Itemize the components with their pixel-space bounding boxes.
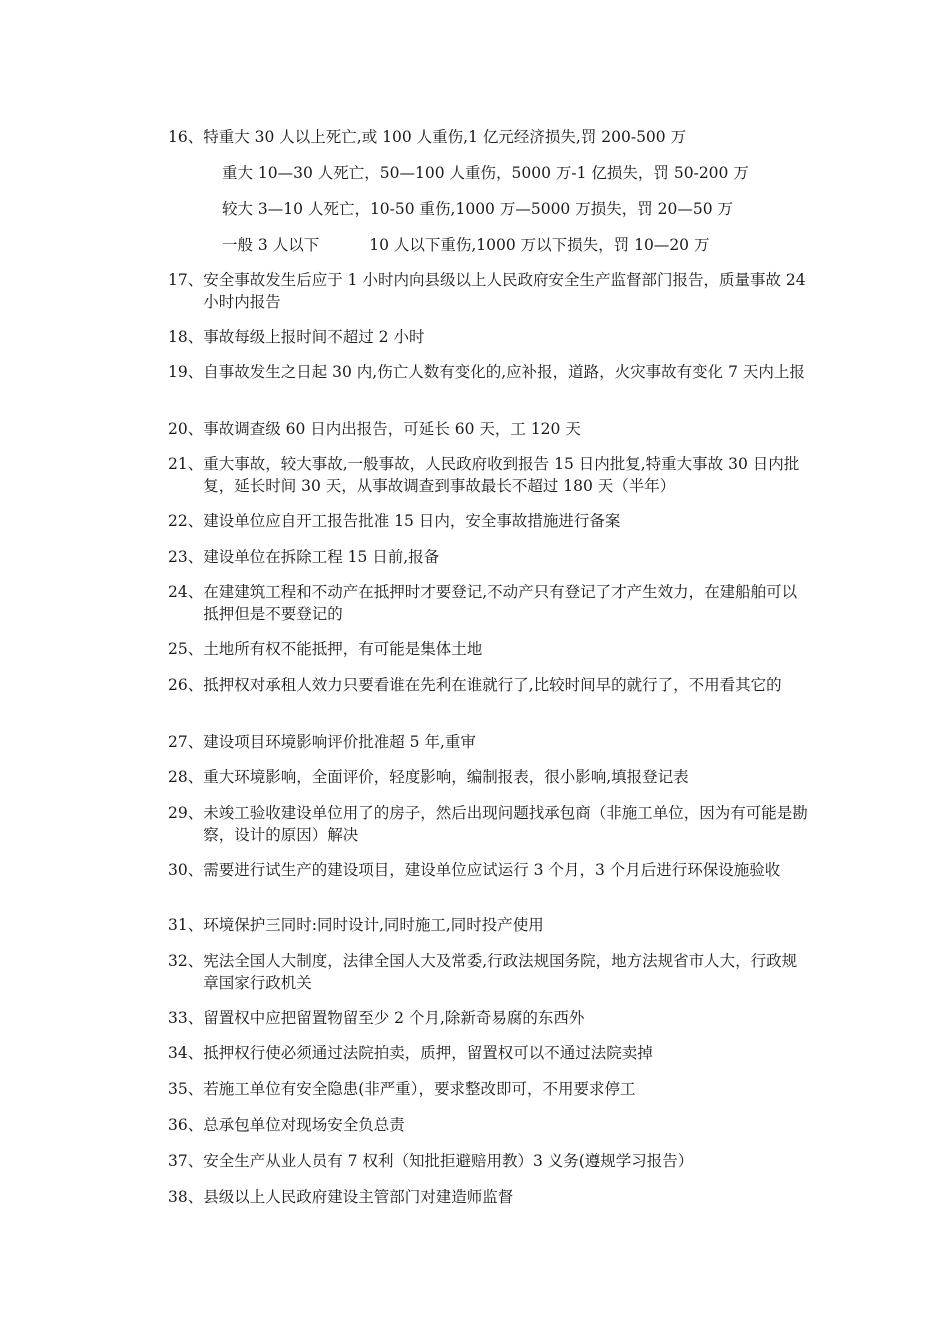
list-item: [168, 453, 808, 497]
list-item: [168, 950, 808, 994]
list-item: [168, 766, 808, 788]
item-number: 20、: [168, 420, 204, 438]
item-number: 18、: [168, 328, 204, 346]
sub-item-part: 一般 3 人以下: [222, 236, 320, 254]
item-text: 若施工单位有安全隐患(非严重），要求整改即可，不用要求停工: [203, 1080, 636, 1098]
item-text: 事故调查级 60 日内出报告，可延长 60 天，工 120 天: [203, 420, 581, 438]
list-item: [168, 1150, 808, 1172]
item-text: 未竣工验收建设单位用了的房子，然后出现问题找承包商（非施工单位，因为有可能是勘察，设计的原因）解决: [203, 804, 808, 844]
sub-item: [222, 234, 709, 256]
list-item: [168, 418, 808, 440]
item-text: 安全生产从业人员有 7 权利（知批拒避赔用教）3 义务(遵规学习报告）: [203, 1152, 694, 1170]
item-text: 宪法全国人大制度，法律全国人大及常委,行政法规国务院，地方法规省市人大，行政规章国家行政机关: [203, 952, 798, 992]
item-number: 32、: [168, 952, 204, 970]
item-number: 17、: [168, 271, 204, 289]
item-text: 建设单位在拆除工程 15 日前,报备: [203, 548, 440, 566]
list-item: [168, 546, 808, 568]
item-text: 自事故发生之日起 30 内,伤亡人数有变化的,应补报，道路，火灾事故有变化 7 天内上报: [203, 363, 805, 381]
list-item: [168, 269, 808, 313]
item-number: 33、: [168, 1009, 204, 1027]
item-number: 25、: [168, 640, 204, 658]
list-item: [168, 326, 808, 348]
item-text: 建设单位应自开工报告批准 15 日内，安全事故措施进行备案: [203, 512, 621, 530]
item-number: 19、: [168, 363, 204, 381]
item-number: 23、: [168, 548, 204, 566]
item-text: 环境保护三同时:同时设计,同时施工,同时投产使用: [203, 916, 544, 934]
list-item: [168, 1078, 808, 1100]
item-number: 35、: [168, 1080, 204, 1098]
item-number: 22、: [168, 512, 204, 530]
item-number: 21、: [168, 455, 204, 473]
list-item: [168, 510, 808, 532]
item-text: 重大事故，较大事故,一般事故，人民政府收到报告 15 日内批复,特重大事故 30 日内批复，延长时间 30 天，从事故调查到事故最长不超过 180 天（半年）: [203, 455, 800, 495]
item-text: 建设项目环境影响评价批准超 5 年,重审: [203, 733, 476, 751]
item-text: 在建建筑工程和不动产在抵押时才要登记,不动产只有登记了才产生效力，在建船舶可以抵押但是不要登记的: [203, 583, 798, 623]
item-number: 31、: [168, 916, 204, 934]
item-number: 37、: [168, 1152, 204, 1170]
item-text: 重大环境影响，全面评价，轻度影响，编制报表，很小影响,填报登记表: [203, 768, 689, 786]
item-number: 27、: [168, 733, 204, 751]
list-item: [168, 731, 808, 753]
item-number: 36、: [168, 1116, 204, 1134]
item-text: 抵押权对承租人效力只要看谁在先利在谁就行了,比较时间早的就行了，不用看其它的: [203, 676, 782, 694]
list-item: [168, 1114, 808, 1136]
list-item: [168, 1042, 808, 1064]
item-number: 34、: [168, 1044, 204, 1062]
item-text: 需要进行试生产的建设项目，建设单位应试运行 3 个月，3 个月后进行环保设施验收: [203, 861, 781, 879]
item-number: 29、: [168, 804, 204, 822]
item-text: 安全事故发生后应于 1 小时内向县级以上人民政府安全生产监督部门报告，质量事故 24 小时内报告: [203, 271, 806, 311]
sub-item: 重大 10—30 人死亡，50—100 人重伤，5000 万-1 亿损失，罚 50-200 万: [222, 164, 749, 182]
list-item: [168, 674, 808, 696]
sub-item-part: 10 人以下重伤,1000 万以下损失，罚 10—20 万: [369, 236, 710, 254]
item-number: 28、: [168, 768, 204, 786]
list-item: [168, 581, 808, 625]
item-number: 38、: [168, 1188, 204, 1206]
list-item: [168, 126, 808, 148]
item-number: 26、: [168, 676, 204, 694]
list-item: [168, 802, 808, 846]
item-text: 县级以上人民政府建设主管部门对建造师监督: [203, 1188, 514, 1206]
list-item: [168, 361, 808, 383]
list-item: [168, 638, 808, 660]
item-text: 土地所有权不能抵押，有可能是集体土地: [203, 640, 483, 658]
item-text: 留置权中应把留置物留至少 2 个月,除新奇易腐的东西外: [203, 1009, 585, 1027]
list-item: [168, 1007, 808, 1029]
list-item: [168, 914, 808, 936]
item-number: 30、: [168, 861, 204, 879]
item-text: 抵押权行使必须通过法院拍卖，质押，留置权可以不通过法院卖掉: [203, 1044, 653, 1062]
list-item: [168, 1186, 808, 1208]
item-text: 事故每级上报时间不超过 2 小时: [203, 328, 425, 346]
item-number: 24、: [168, 583, 204, 601]
item-text: 总承包单位对现场安全负总责: [203, 1116, 405, 1134]
item-number: 16、: [168, 128, 204, 146]
sub-item: 较大 3—10 人死亡，10-50 重伤,1000 万—5000 万损失，罚 20—50 万: [222, 200, 734, 218]
item-text: 特重大 30 人以上死亡,或 100 人重伤,1 亿元经济损失,罚 200-500 万: [203, 128, 687, 146]
list-item: [168, 859, 808, 881]
